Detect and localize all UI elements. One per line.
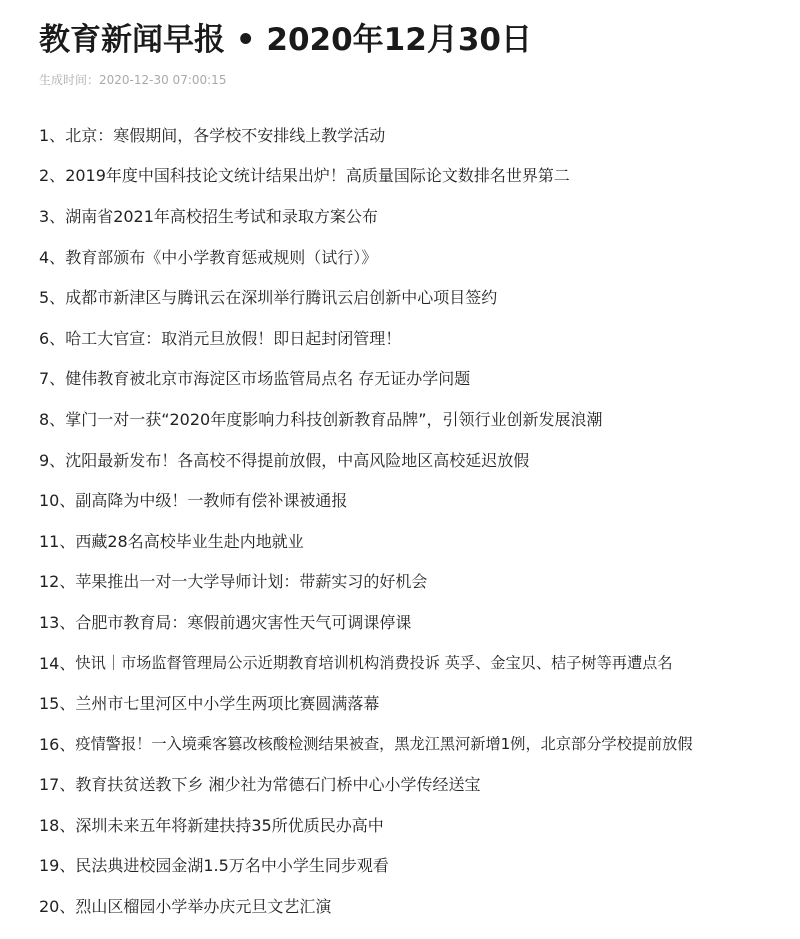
news-headline[interactable]: 疫情警报！一入境乘客篡改核酸检测结果被查，黑龙江黑河新增1例，北京部分学校提前放假: [75, 734, 693, 753]
news-number: 16、: [39, 734, 76, 754]
news-headline[interactable]: 2019年度中国科技论文统计结果出炉！高质量国际论文数排名世界第二: [65, 166, 570, 186]
news-number: 5、: [39, 288, 66, 308]
news-headline[interactable]: 快讯｜市场监督管理局公示近期教育培训机构消费投诉 英孚、金宝贝、桔子树等再遭点名: [75, 653, 673, 672]
news-number: 6、: [39, 328, 66, 348]
news-item-8[interactable]: [39, 398, 789, 439]
news-number: 17、: [39, 775, 76, 795]
news-headline[interactable]: 烈山区榴园小学举办庆元旦文艺汇演: [75, 897, 332, 917]
news-headline[interactable]: 副高降为中级！一教师有偿补课被通报: [75, 491, 348, 511]
news-item-1[interactable]: [39, 114, 789, 155]
news-number: 7、: [39, 369, 66, 389]
news-item-17[interactable]: [39, 764, 789, 805]
news-headline[interactable]: 兰州市七里河区中小学生两项比赛圆满落幕: [75, 694, 380, 714]
news-item-3[interactable]: [39, 195, 789, 236]
news-item-10[interactable]: [39, 479, 789, 520]
news-item-4[interactable]: [39, 236, 789, 277]
news-item-16[interactable]: [39, 723, 789, 764]
news-list: [39, 114, 789, 926]
news-headline[interactable]: 湖南省2021年高校招生考试和录取方案公布: [65, 206, 378, 226]
news-headline[interactable]: 合肥市教育局：寒假前遇灾害性天气可调课停课: [75, 612, 412, 632]
news-number: 8、: [39, 409, 66, 429]
news-number: 20、: [39, 897, 76, 917]
news-item-20[interactable]: [39, 885, 789, 926]
news-number: 2、: [39, 166, 66, 186]
news-number: 14、: [39, 653, 76, 673]
news-number: 19、: [39, 856, 76, 876]
news-item-13[interactable]: [39, 601, 789, 642]
news-headline[interactable]: 掌门一对一获“2020年度影响力科技创新教育品牌”，引领行业创新发展浪潮: [65, 409, 603, 429]
news-item-5[interactable]: [39, 276, 789, 317]
news-number: 10、: [39, 491, 76, 511]
news-headline[interactable]: 苹果推出一对一大学导师计划：带薪实习的好机会: [75, 572, 428, 592]
news-headline[interactable]: 健伟教育被北京市海淀区市场监管局点名 存无证办学问题: [65, 369, 471, 389]
news-headline[interactable]: 哈工大官宣：取消元旦放假！即日起封闭管理！: [65, 328, 402, 348]
news-number: 18、: [39, 815, 76, 835]
news-number: 3、: [39, 206, 66, 226]
news-number: 11、: [39, 531, 76, 551]
news-item-6[interactable]: [39, 317, 789, 358]
news-item-12[interactable]: [39, 561, 789, 602]
news-item-2[interactable]: [39, 155, 789, 196]
page-title: 教育新闻早报 • 2020年12月30日: [39, 22, 532, 58]
news-headline[interactable]: 教育部颁布《中小学教育惩戒规则（试行）》: [65, 247, 378, 267]
news-headline[interactable]: 西藏28名高校毕业生赴内地就业: [75, 531, 304, 551]
news-item-9[interactable]: [39, 439, 789, 480]
generated-time: 生成时间：2020-12-30 07:00:15: [39, 73, 227, 87]
news-number: 9、: [39, 450, 66, 470]
news-headline[interactable]: 沈阳最新发布！各高校不得提前放假，中高风险地区高校延迟放假: [65, 450, 530, 470]
news-number: 15、: [39, 694, 76, 714]
news-headline[interactable]: 北京：寒假期间，各学校不安排线上教学活动: [65, 125, 386, 145]
news-number: 13、: [39, 612, 76, 632]
news-headline[interactable]: 深圳未来五年将新建扶持35所优质民办高中: [75, 815, 384, 835]
news-headline[interactable]: 成都市新津区与腾讯云在深圳举行腾讯云启创新中心项目签约: [65, 288, 498, 308]
news-number: 4、: [39, 247, 66, 267]
news-item-11[interactable]: [39, 520, 789, 561]
news-item-18[interactable]: [39, 804, 789, 845]
news-item-15[interactable]: [39, 682, 789, 723]
news-item-14[interactable]: [39, 642, 789, 683]
news-number: 12、: [39, 572, 76, 592]
news-item-19[interactable]: [39, 845, 789, 886]
news-item-7[interactable]: [39, 358, 789, 399]
news-number: 1、: [39, 125, 66, 145]
news-headline[interactable]: 教育扶贫送教下乡 湘少社为常德石门桥中心小学传经送宝: [75, 775, 481, 795]
news-headline[interactable]: 民法典进校园金湖1.5万名中小学生同步观看: [75, 856, 389, 876]
